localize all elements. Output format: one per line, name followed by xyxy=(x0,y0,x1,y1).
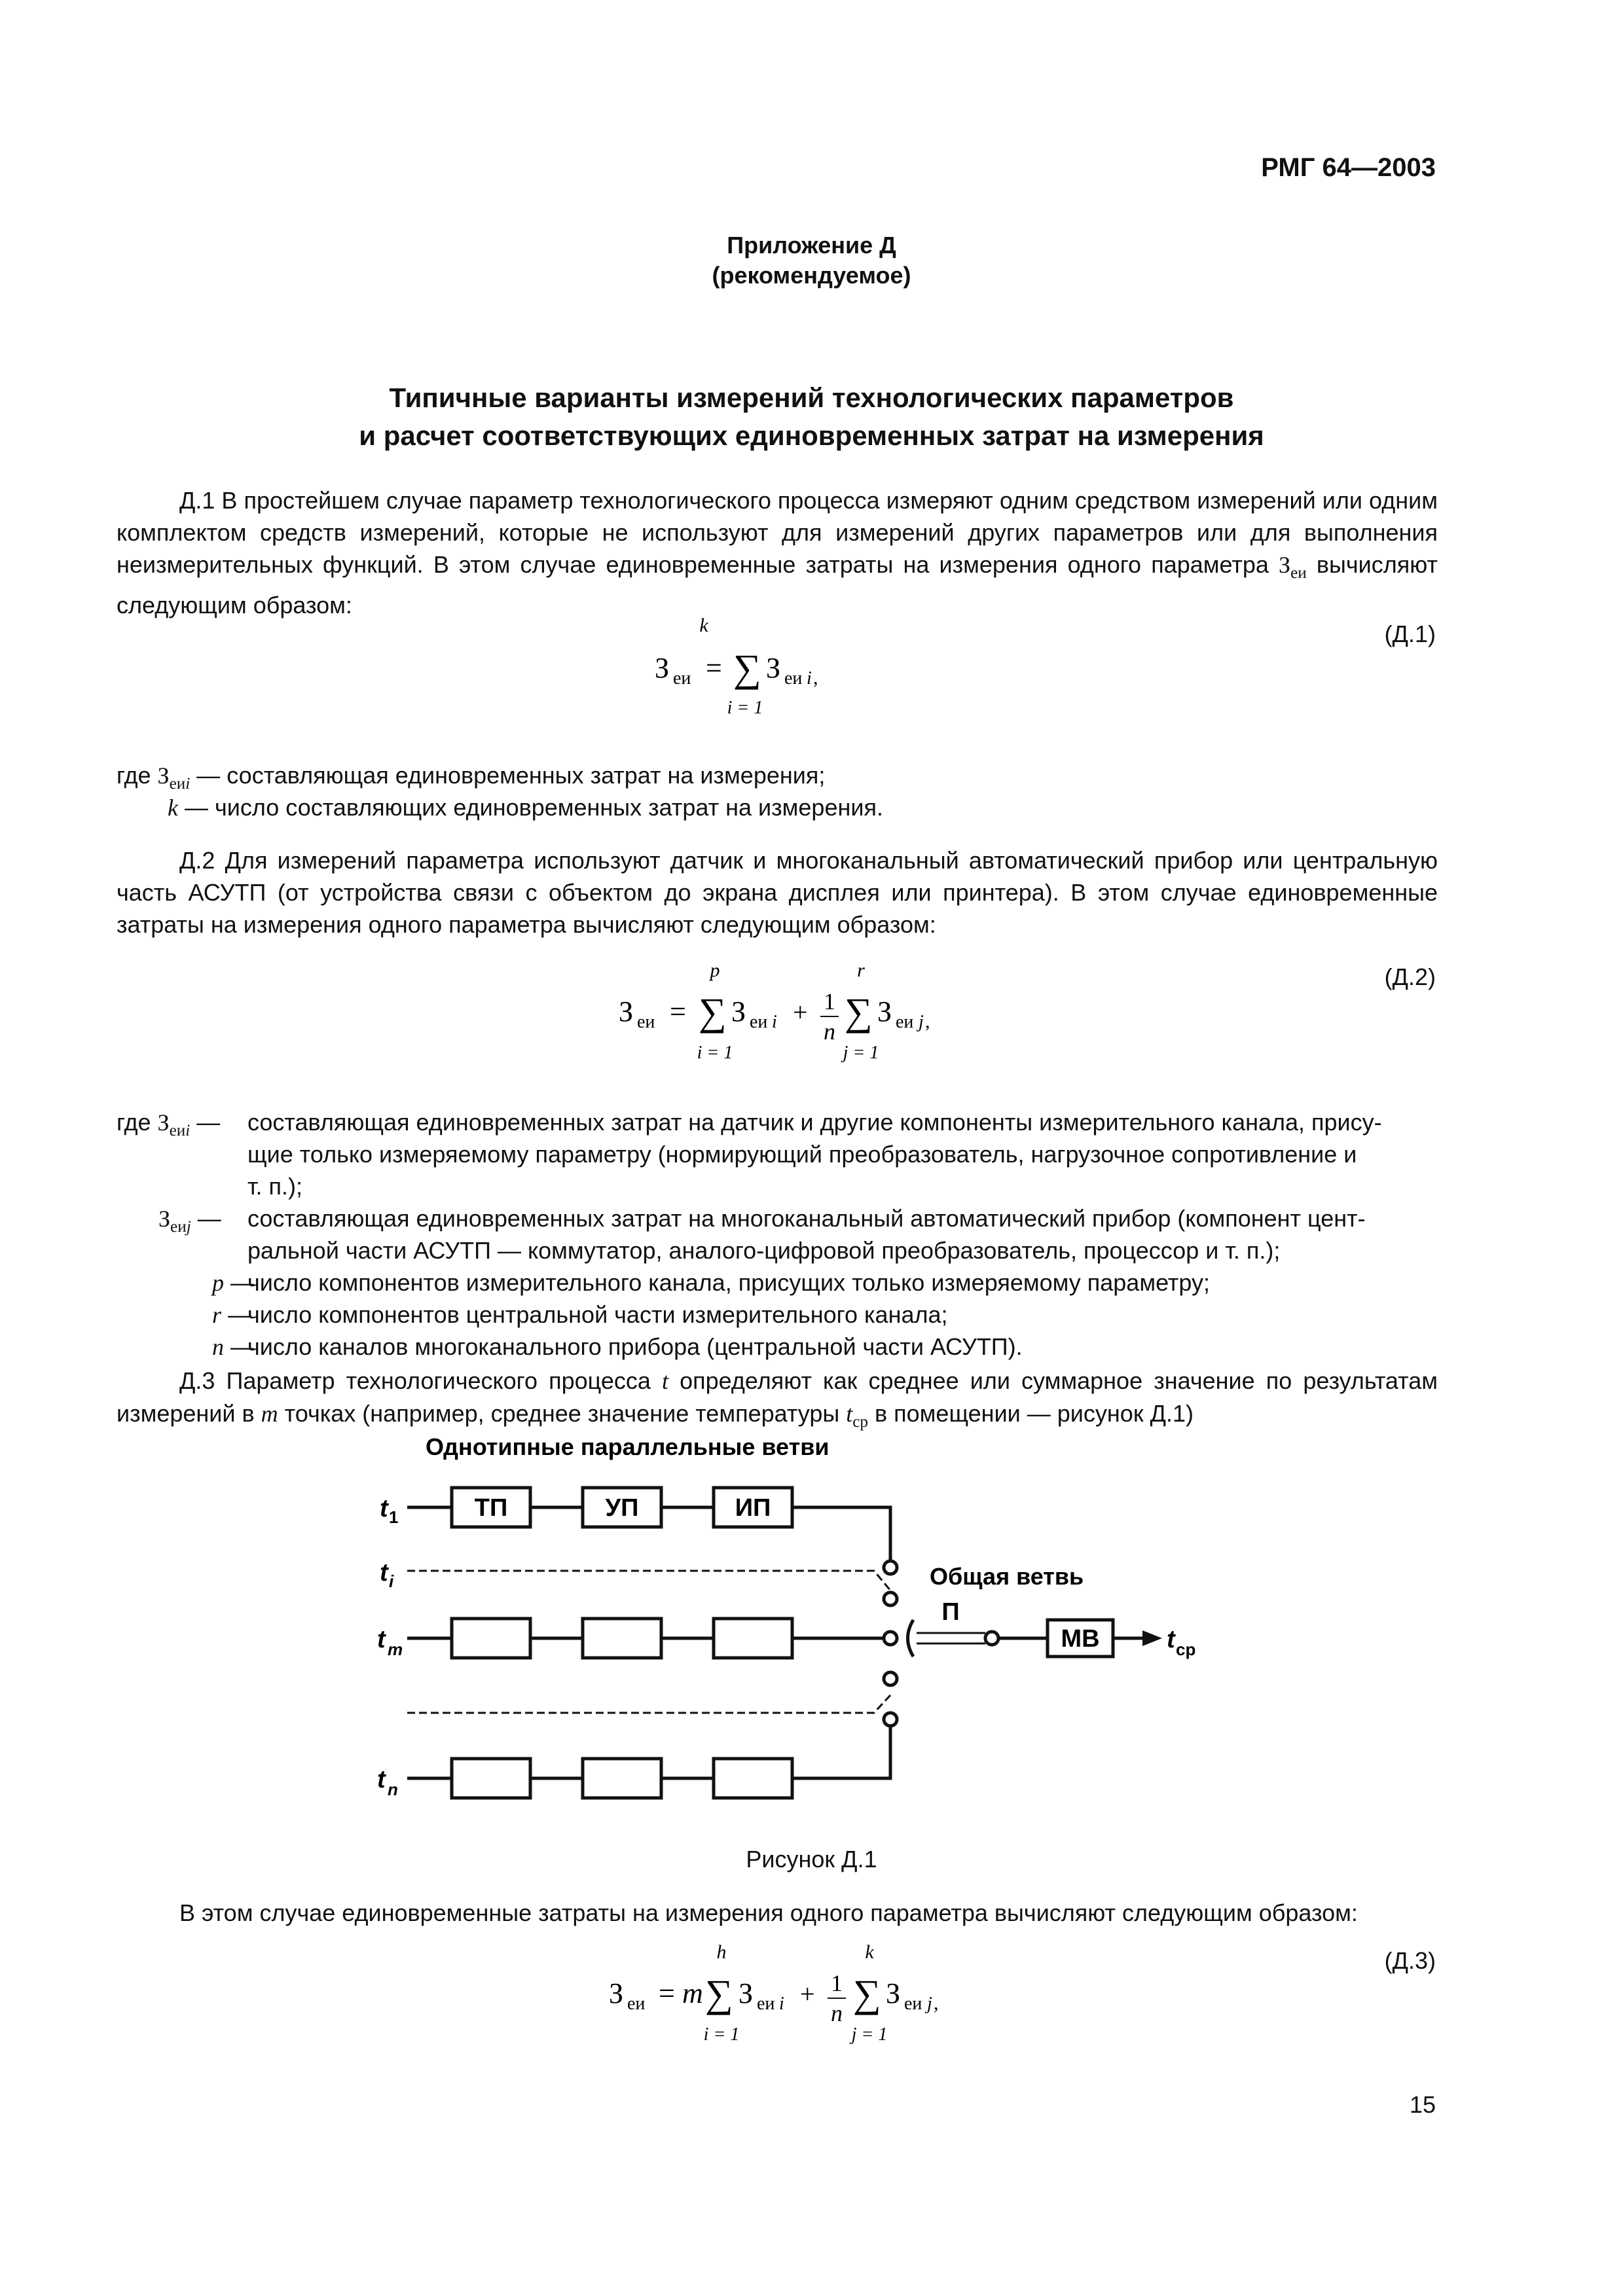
f3-t1: З xyxy=(739,1977,754,2009)
paragraph-d1-text: Д.1 В простейшем случае параметр технологического процесса измеряют одним средством измерений или одним комплектом средств измерений, которые не используют для измерений других параметров или для выполнения неизмерительных функций. В этом случае единовременные затраты на измерения одного параметра xyxy=(117,487,1438,578)
formula-d3 xyxy=(609,1937,1028,2055)
def2-p-text: число компонентов измерительного канала, присущих только измеряемому параметру; xyxy=(247,1269,1211,1296)
f2-lhs-sub: еи xyxy=(637,1012,655,1032)
f2-den: n xyxy=(824,1018,835,1045)
section-title-line-2: и расчет соответствующих единовременных затрат на измерения xyxy=(359,420,1264,451)
output-arrow xyxy=(1142,1630,1162,1646)
label-tn: t xyxy=(377,1766,386,1793)
switch-contact-ti xyxy=(884,1592,897,1605)
formula-d3-number: (Д.3) xyxy=(1384,1947,1436,1974)
switch-contact-lower xyxy=(884,1672,897,1685)
f3-lhs-sub: еи xyxy=(627,1994,646,2014)
appendix-status: (рекомендуемое) xyxy=(712,262,911,289)
f3-t1-idx: i xyxy=(779,1994,784,2014)
f3-t1-sub: еи xyxy=(757,1994,775,2014)
document-code: РМГ 64—2003 xyxy=(1261,153,1436,182)
label-tm-sub: m xyxy=(388,1640,403,1659)
def2-zei-text: составляющая единовременных затрат на датчик и другие компоненты измерительного канала, прису- щие только измеряемому параметру (нормирующий преобразователь, нагрузочное сопротивление и т. п.); xyxy=(247,1109,1382,1200)
def-zei: где $З_{еиi}$ — составляющая единовременных затрат на измерения; xyxy=(117,762,826,793)
switch-contact-tm xyxy=(884,1632,897,1645)
f3-t2-sub: еи xyxy=(904,1994,922,2014)
f3-plus: + xyxy=(800,1979,815,2009)
f1-end: , xyxy=(813,667,818,689)
f2-s2-upper: r xyxy=(857,960,865,981)
f1-eq-vis: = xyxy=(706,652,722,684)
def-k: k — число составляющих единовременных затрат на измерения. xyxy=(168,794,883,821)
label-t1: t xyxy=(380,1495,388,1522)
common-branch-label: Общая ветвь xyxy=(930,1563,1084,1590)
def2-r-text: число компонентов центральной части измерительного канала; xyxy=(247,1301,948,1328)
label-tm: t xyxy=(377,1626,386,1653)
f2-s2-lower: j = 1 xyxy=(843,1043,879,1063)
f2-t1-idx: i xyxy=(772,1012,777,1032)
f1-term-idx: i xyxy=(807,668,812,689)
appendix-title: Приложение Д xyxy=(727,232,896,259)
box-up-label: УП xyxy=(605,1494,639,1522)
f2-t2-sub: еи xyxy=(896,1012,914,1032)
f2-s1-lower: i = 1 xyxy=(697,1043,733,1063)
output-label: t xyxy=(1167,1626,1175,1653)
f3-s1-upper: h xyxy=(716,1941,727,1963)
f1-lower: i = 1 xyxy=(727,698,763,718)
label-t1-sub: 1 xyxy=(389,1507,399,1527)
definitions-d2 xyxy=(117,1106,1438,1360)
definitions-d1 xyxy=(117,759,1438,831)
f3-s2-upper: k xyxy=(865,1941,874,1963)
box-tp-label: ТП xyxy=(474,1494,508,1522)
label-ti: t xyxy=(380,1559,388,1587)
f2-t1-sub: еи xyxy=(750,1012,768,1032)
label-tn-sub: n xyxy=(388,1780,398,1799)
switch-output xyxy=(985,1632,998,1645)
paragraph-d1 xyxy=(117,484,1438,621)
f2-lhs: З xyxy=(619,996,634,1028)
formula-d2-number: (Д.2) xyxy=(1384,963,1436,990)
label-ti-sub: i xyxy=(389,1571,394,1591)
f3-eq: = xyxy=(659,1977,675,2009)
symbol-zei: $З_{еи}$ xyxy=(1279,552,1307,583)
section-title-line-1: Типичные варианты измерений технологических параметров xyxy=(389,382,1234,413)
switch-arc xyxy=(908,1620,914,1657)
f2-eq: = xyxy=(670,996,686,1028)
f1-term: З xyxy=(766,652,781,684)
formula-d1-number: (Д.1) xyxy=(1384,620,1436,647)
f3-lhs: З xyxy=(609,1977,624,2009)
figure-heading: Однотипные параллельные ветви xyxy=(426,1433,830,1460)
f2-s2-sigma: ∑ xyxy=(845,990,873,1033)
f2-t2-idx: j xyxy=(919,1012,924,1032)
f3-den: n xyxy=(831,2000,843,2026)
def2-n-sym: n — xyxy=(212,1333,255,1360)
f3-num: 1 xyxy=(831,1970,843,1996)
f3-m: m xyxy=(682,1977,703,2009)
f2-s1-sigma: ∑ xyxy=(699,990,727,1033)
f3-end: , xyxy=(934,1992,939,2014)
def2-zej-sym: $З_{еиj}$ — xyxy=(158,1205,221,1236)
f1-upper: k xyxy=(699,615,708,636)
switch-contact-t1 xyxy=(884,1561,897,1574)
figure-d1 xyxy=(367,1430,1257,1836)
formula-d1 xyxy=(655,612,982,723)
f2-plus: + xyxy=(793,997,808,1027)
f3-s2-lower: j = 1 xyxy=(851,2024,888,2045)
f3-s1-lower: i = 1 xyxy=(703,2024,740,2045)
def2-p-sym: p — xyxy=(212,1269,255,1296)
formula-d2 xyxy=(619,956,1025,1073)
box-mv-label: МВ xyxy=(1061,1625,1100,1653)
f3-s1-sigma: ∑ xyxy=(705,1972,733,2015)
def2-zej-text: составляющая единовременных затрат на многоканальный автоматический прибор (компонент цент- ральной части АСУТП — коммутатор, аналого-цифровой преобразователь, процессор и т. п.); xyxy=(247,1205,1366,1264)
page-number: 15 xyxy=(1409,2091,1436,2118)
switch-contact-tn xyxy=(884,1713,897,1726)
def2-zei-sym: где $З_{еиi}$ — xyxy=(117,1109,221,1140)
f2-s1-upper: p xyxy=(710,960,720,981)
output-label-sub: ср xyxy=(1176,1640,1196,1659)
f2-num: 1 xyxy=(824,988,835,1014)
figure-caption: Рисунок Д.1 xyxy=(746,1846,877,1873)
paragraph-d3: Д.3 Параметр технологического процесса t определяют как среднее или суммарное значение по результатам измерений в m точках (например, среднее значение температуры $t_{ср}$ в помещении — рисунок Д.1) xyxy=(117,1367,1438,1431)
paragraph-d1-tail: вычисляют следующим образом: xyxy=(117,551,1438,619)
f1-sigma: ∑ xyxy=(733,647,761,690)
f1-term-sub: еи xyxy=(784,668,803,689)
f1-lhs-sub: еи xyxy=(673,668,691,689)
f2-t2: З xyxy=(877,996,892,1028)
f3-t2: З xyxy=(886,1977,901,2009)
f3-s2-sigma: ∑ xyxy=(853,1972,881,2015)
f2-t1: З xyxy=(731,996,746,1028)
paragraph-d3-cont: В этом случае единовременные затраты на измерения одного параметра вычисляют следующим образом: xyxy=(179,1899,1358,1926)
box-ip-label: ИП xyxy=(735,1494,771,1522)
switch-label: П xyxy=(941,1598,960,1626)
f1-lhs: З xyxy=(655,652,670,684)
def2-r-sym: r — xyxy=(212,1301,252,1328)
f3-t2-idx: j xyxy=(927,1994,932,2014)
f2-end: , xyxy=(925,1011,930,1032)
def2-n-text: число каналов многоканального прибора (центральной части АСУТП). xyxy=(247,1333,1023,1360)
paragraph-d2: Д.2 Для измерений параметра используют датчик и многоканальный автоматический прибор или центральную часть АСУТП (от устройства связи с объектом до экрана дисплея или принтера). В этом случае единовременные затраты на измерения одного параметра вычисляют следующим образом: xyxy=(117,847,1438,938)
